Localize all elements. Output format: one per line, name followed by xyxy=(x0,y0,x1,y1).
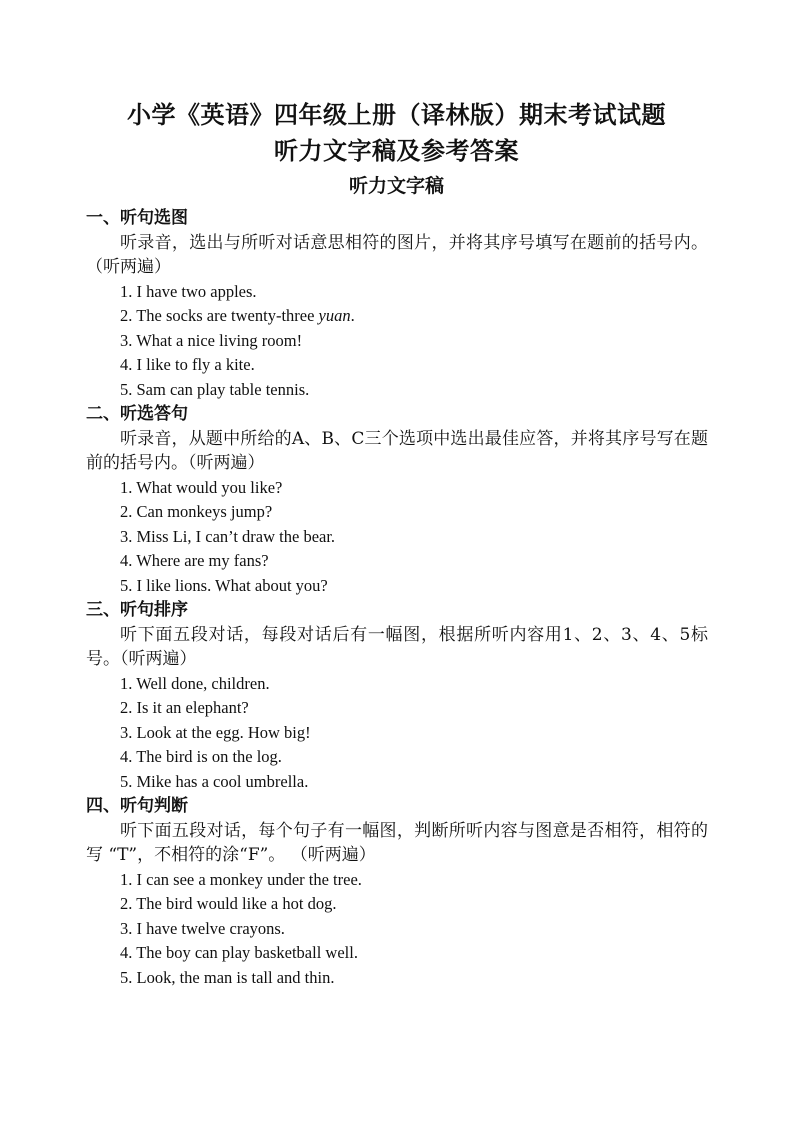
section-instructions: 听录音，从题中所给的A、B、C三个选项中选出最佳应答，并将其序号写在题前的括号内。（听两遍） xyxy=(86,428,708,473)
section-4 xyxy=(86,794,708,990)
list-item: 2. Is it an elephant? xyxy=(120,698,249,717)
list-item-punct: . xyxy=(350,306,355,325)
list-item: 4. I like to fly a kite. xyxy=(120,355,255,374)
page-title-line2: 听力文字稿及参考答案 xyxy=(274,136,519,165)
section-subtitle: 听力文字稿 xyxy=(348,175,444,197)
list-item: 1. What would you like? xyxy=(120,477,283,497)
list-item: 4. Where are my fans? xyxy=(120,551,269,570)
list-item: 5. Mike has a cool umbrella. xyxy=(120,771,309,791)
section-instructions: 听下面五段对话，每段对话后有一幅图，根据所听内容用1、2、3、4、5标号。（听两遍） xyxy=(86,624,709,669)
section-instructions: 听下面五段对话，每个句子有一幅图，判断所听内容与图意是否相符，相符的写 “T”，不相符的涂“F”。 （听两遍） xyxy=(86,820,708,865)
page-title: 小学《英语》四年级上册（译林版）期末考试试题 xyxy=(127,100,666,129)
section-heading: 三、听句排序 xyxy=(86,600,188,620)
list-item: 2. The bird would like a hot dog. xyxy=(120,894,337,913)
list-item: 3. What a nice living room! xyxy=(120,330,303,350)
list-item: 1. I can see a monkey under the tree. xyxy=(120,869,362,889)
section-3 xyxy=(86,598,708,794)
list-item xyxy=(86,304,708,329)
list-item: 3. I have twelve crayons. xyxy=(120,918,285,938)
list-item: 1. I have two apples. xyxy=(120,281,257,301)
section-2 xyxy=(86,402,708,598)
list-item: 2. Can monkeys jump? xyxy=(120,502,273,521)
list-item: 4. The bird is on the log. xyxy=(120,747,282,766)
italic-word: yuan xyxy=(318,306,351,325)
section-heading: 四、听句判断 xyxy=(86,796,188,816)
list-item: 5. Sam can play table tennis. xyxy=(120,379,310,399)
list-item: 5. I like lions. What about you? xyxy=(120,575,328,595)
section-heading: 一、听句选图 xyxy=(86,208,188,228)
section-heading: 二、听选答句 xyxy=(86,404,188,424)
list-item: 3. Miss Li, I can’t draw the bear. xyxy=(120,526,336,546)
list-item: 5. Look, the man is tall and thin. xyxy=(120,967,335,987)
section-instructions: 听录音，选出与所听对话意思相符的图片，并将其序号填写在题前的括号内。（听两遍） xyxy=(86,232,708,277)
list-item: 4. The boy can play basketball well. xyxy=(120,943,358,962)
document-body xyxy=(86,206,708,990)
list-item: 3. Look at the egg. How big! xyxy=(120,722,311,742)
list-item-text: 2. The socks are twenty-three xyxy=(120,306,319,325)
list-item: 1. Well done, children. xyxy=(120,673,270,693)
section-1 xyxy=(86,206,708,402)
